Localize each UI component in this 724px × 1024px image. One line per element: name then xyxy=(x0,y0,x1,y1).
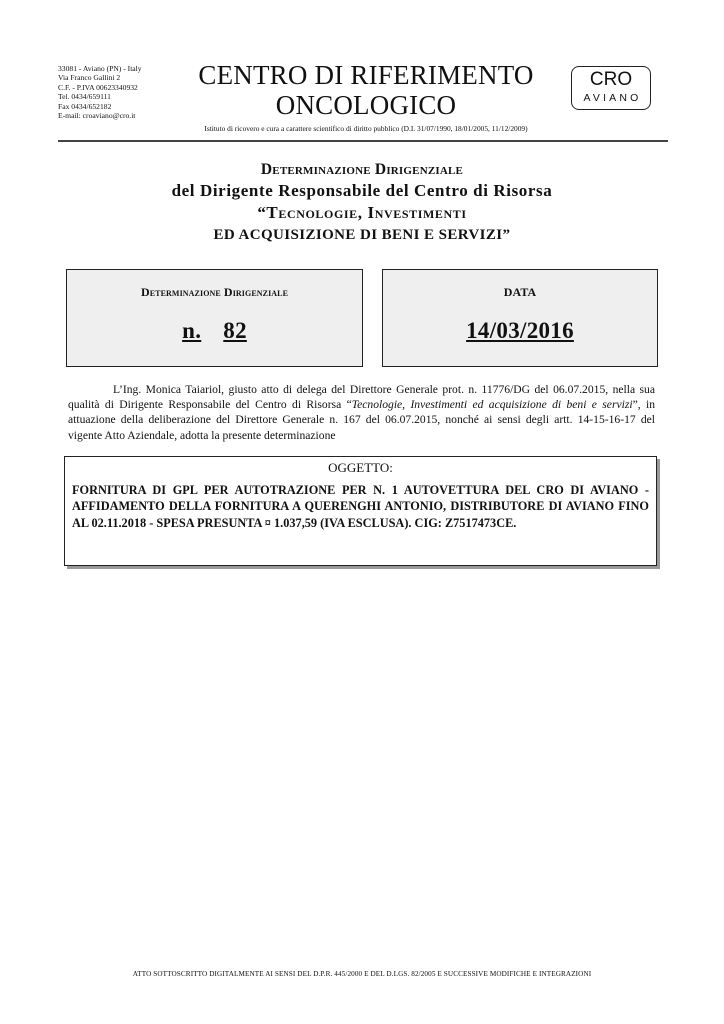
subject-label: OGGETTO: xyxy=(328,460,393,475)
number-value: 82 xyxy=(223,318,247,343)
digital-signature-footer: ATTO SOTTOSCRITTO DIGITALMENTE AI SENSI DEL D.P.R. 445/2000 E DEL D.LGS. 82/2005 E SUCCESSIVE MODIFICHE E INTEGRAZIONI xyxy=(132,970,592,978)
header-divider xyxy=(58,140,668,142)
tax-code-line: C.F. - P.IVA 00623340932 xyxy=(58,82,138,92)
date-label: DATA xyxy=(503,285,537,299)
determination-number-box xyxy=(66,269,363,367)
institute-title-line2: ONCOLOGICO xyxy=(275,90,457,120)
preamble-paragraph xyxy=(68,382,655,443)
institute-title xyxy=(170,60,562,120)
heading-line4: ED ACQUISIZIONE DI BENI E SERVIZI” xyxy=(213,227,511,243)
phone-line: Tel. 0434/659111 xyxy=(58,92,111,102)
determination-number xyxy=(67,318,362,344)
institute-subtitle: Istituto di ricovero e cura a carattere scientifico di diritto pubblico (D.I. 31/07/1990, 18/01/2005, 11/12/2009) xyxy=(204,124,528,133)
institute-address xyxy=(58,64,168,120)
email-line: E-mail: croaviano@cro.it xyxy=(58,111,136,121)
cro-logo xyxy=(571,66,651,110)
logo-text-top: CRO xyxy=(589,69,633,90)
heading-line1: Determinazione Dirigenziale xyxy=(260,161,464,178)
address-line: Via Franco Gallini 2 xyxy=(58,73,121,83)
preamble-text-end: ”, in attuazione della deliberazione del Direttore Generale n. 167 del 06.07.2015, nonché ai sensi degli artt. 14-15-16-17 del vigente Atto Aziendale, adotta la presente determinazione xyxy=(68,398,656,442)
date-value: 14/03/2016 xyxy=(466,318,574,343)
number-prefix: n. xyxy=(182,318,202,343)
fax-line: Fax 0434/652182 xyxy=(58,101,112,111)
logo-text-bottom: AVIANO xyxy=(583,92,642,104)
subject-box xyxy=(64,456,657,566)
document-heading xyxy=(60,160,664,246)
preamble-text: L’Ing. Monica Taiariol, giusto atto di delega del Direttore Generale prot. n. 11776/DG del 06.07.2015, nella sua qualità di Dirigente Responsabile del Centro di Risorsa “ xyxy=(68,383,655,412)
heading-line3: “Tecnologie, Investimenti xyxy=(257,203,467,222)
institute-title-line1: CENTRO DI RIFERIMENTO xyxy=(198,60,534,90)
subject-text: FORNITURA DI GPL PER AUTOTRAZIONE PER N. 1 AUTOVETTURA DEL CRO DI AVIANO - AFFIDAMENTO DELLA FORNITURA A QUERENGHI ANTONIO, DISTRIBUTORE DI AVIANO FINO AL 02.11.2018 - SPESA PRESUNTA ¤ 1.037,59 (IVA ESCLUSA). CIG: Z7517473CE. xyxy=(72,483,649,530)
heading-line2: del Dirigente Responsabile del Centro di Risorsa xyxy=(171,181,553,200)
determination-label: Determinazione Dirigenziale xyxy=(140,285,289,299)
preamble-italic-text: Tecnologie, Investimenti ed acquisizione di beni e servizi xyxy=(351,398,633,412)
date-box xyxy=(382,269,658,367)
address-line: 33081 - Aviano (PN) - Italy xyxy=(58,64,142,73)
